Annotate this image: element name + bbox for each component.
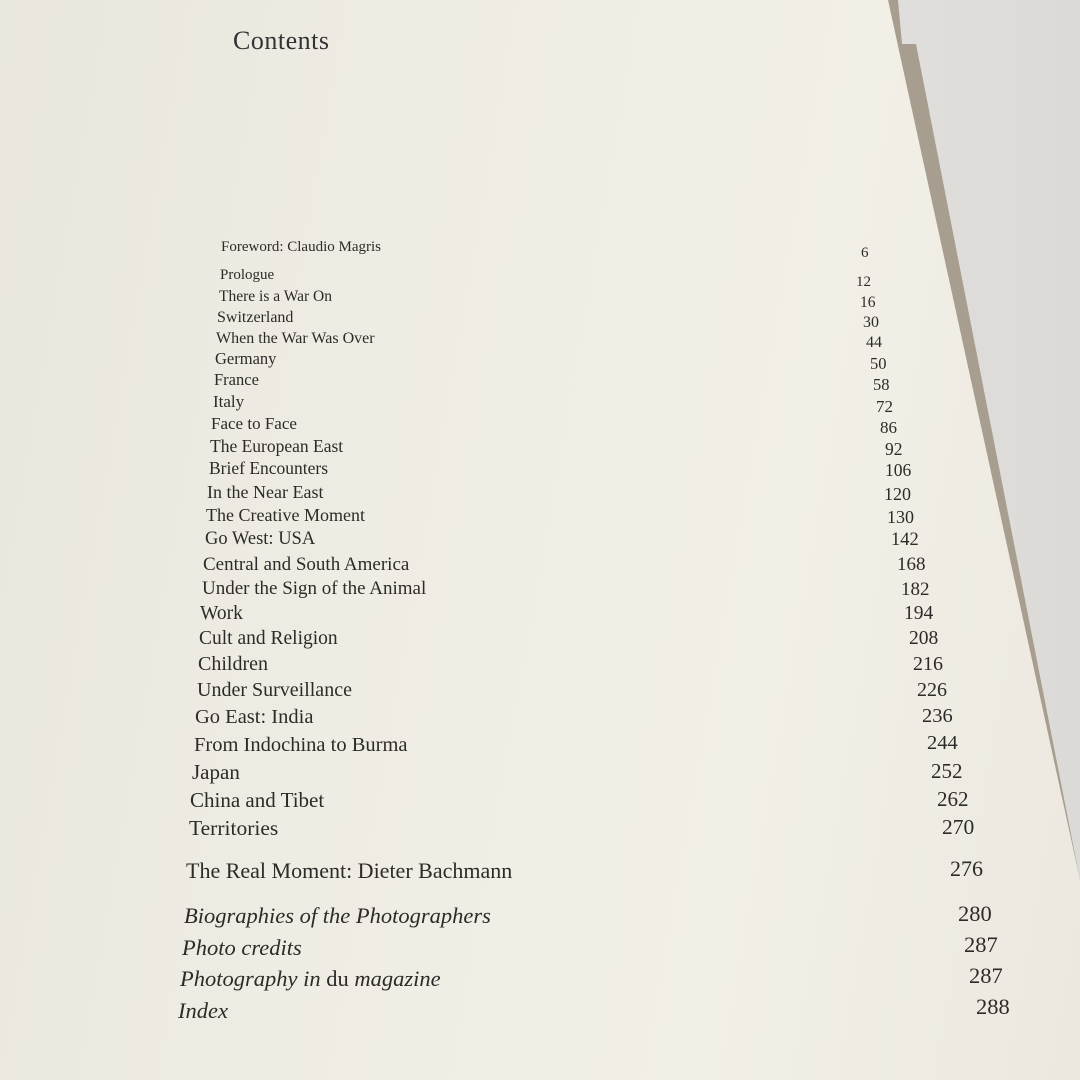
toc-page-number: 16	[860, 294, 876, 311]
toc-page-number: 86	[880, 418, 897, 437]
toc-page-number: 287	[969, 963, 1003, 988]
toc-title: Central and South America	[203, 554, 410, 575]
toc-title: Prologue	[220, 267, 275, 283]
toc-page-number: 106	[885, 460, 912, 480]
toc-page-number: 276	[950, 856, 983, 881]
toc-title: Territories	[189, 816, 279, 840]
toc-title: Germany	[215, 349, 277, 368]
toc-title: France	[214, 370, 259, 389]
toc-page-number: 120	[884, 484, 911, 504]
toc-page-number: 130	[887, 507, 914, 527]
toc-title: Switzerland	[217, 309, 294, 326]
toc-title: Photo credits	[182, 935, 302, 960]
toc-title: Under Surveillance	[197, 679, 352, 701]
toc-title: From Indochina to Burma	[194, 734, 408, 756]
toc-title: Go West: USA	[205, 529, 316, 549]
toc-title: Foreword: Claudio Magris	[221, 239, 381, 255]
toc-title: Italy	[213, 392, 245, 411]
toc-page-number: 226	[917, 679, 947, 701]
toc-page-number: 92	[885, 439, 903, 459]
toc-title: The Creative Moment	[206, 505, 365, 525]
toc-page-number: 216	[913, 653, 943, 675]
toc-page-number: 252	[931, 759, 963, 783]
toc-page-number: 236	[922, 705, 953, 727]
toc-title: Cult and Religion	[199, 628, 338, 649]
toc-page-number: 44	[866, 334, 882, 351]
toc-title: When the War Was Over	[216, 330, 375, 347]
toc-page-number: 262	[937, 787, 969, 811]
toc-title	[180, 968, 441, 991]
toc-page-number: 182	[901, 579, 930, 600]
page-title: Contents	[233, 26, 330, 55]
toc-title: Index	[178, 998, 228, 1023]
toc-page-number: 50	[870, 354, 887, 373]
toc-title: Under the Sign of the Animal	[202, 578, 427, 599]
toc-page-number: 142	[891, 530, 919, 550]
toc-page-number: 208	[909, 628, 939, 649]
toc-page-number: 288	[976, 994, 1010, 1019]
toc-page-number: 287	[964, 932, 998, 957]
toc-page-number: 194	[904, 603, 934, 624]
toc-page-number: 30	[863, 314, 879, 331]
toc-page-number: 270	[942, 815, 975, 839]
toc-page-number: 168	[897, 554, 926, 575]
toc-title-part: Photography in	[180, 966, 327, 991]
toc-title: China and Tibet	[190, 788, 325, 812]
toc-title: In the Near East	[207, 482, 324, 502]
toc-title: Children	[198, 653, 268, 675]
toc-page-number: 244	[927, 732, 958, 754]
toc-page-number: 58	[873, 375, 890, 394]
toc-title: Biographies of the Photographers	[184, 903, 491, 928]
toc-title: Japan	[192, 760, 240, 784]
toc-title: Go East: India	[195, 706, 314, 728]
toc-title: Brief Encounters	[209, 458, 329, 478]
toc-title: Face to Face	[211, 414, 297, 433]
toc-page-number: 6	[861, 245, 869, 261]
toc-page-number: 72	[876, 397, 893, 416]
toc-title: Work	[200, 603, 243, 624]
toc-title-part: magazine	[348, 966, 441, 991]
toc-page-number: 280	[958, 901, 992, 926]
toc-title: The European East	[210, 436, 344, 456]
toc-title: The Real Moment: Dieter Bachmann	[186, 858, 513, 883]
toc-page-number: 12	[856, 274, 871, 290]
toc-title: There is a War On	[219, 288, 332, 305]
magazine-name: du	[326, 966, 349, 991]
